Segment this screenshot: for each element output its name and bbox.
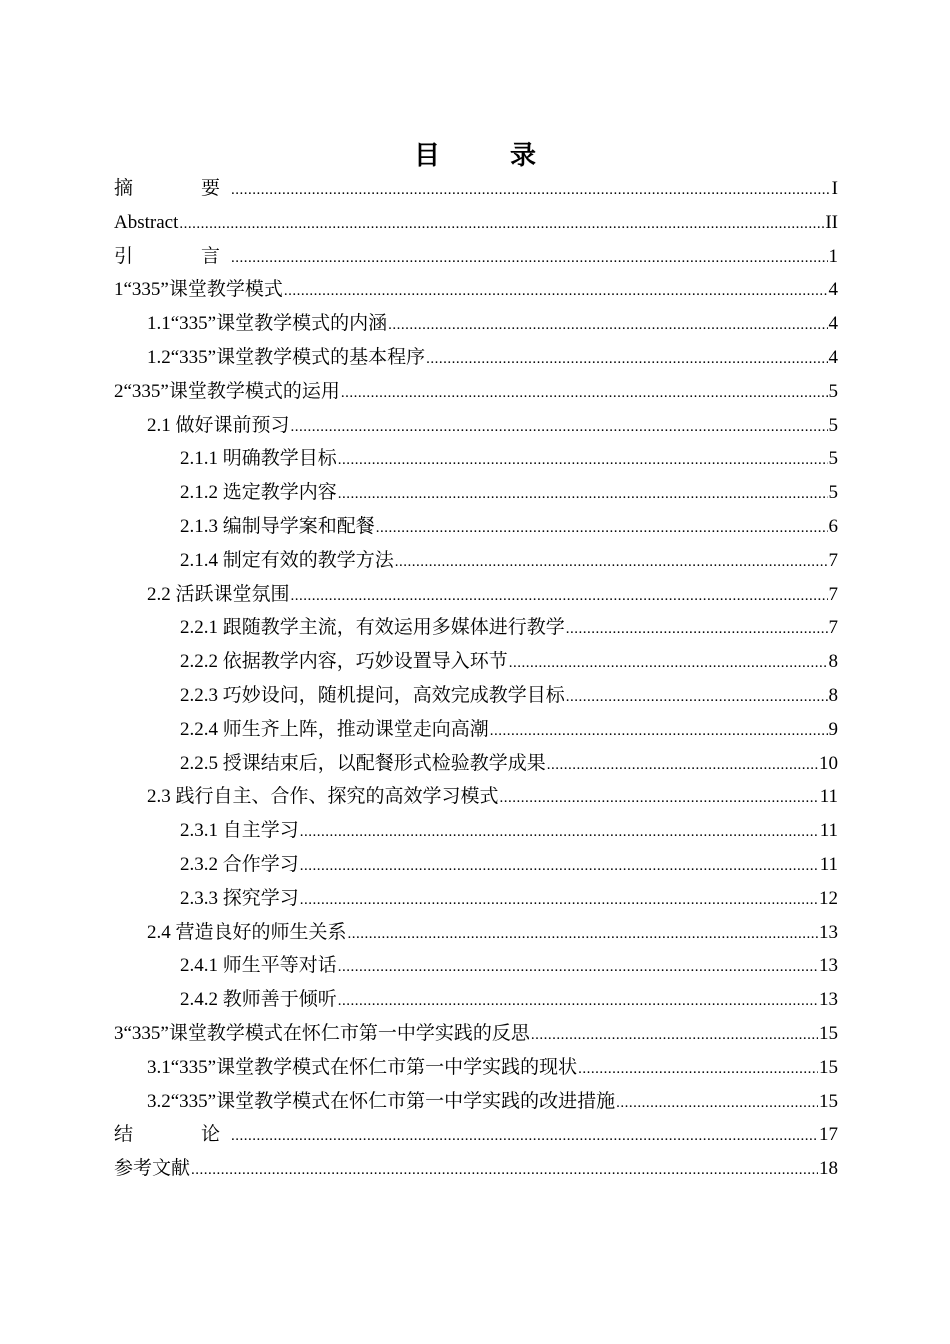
- toc-entry-page-number: 13: [819, 921, 838, 943]
- toc-entry-page-number: 11: [819, 853, 838, 875]
- toc-entry-page-number: 7: [828, 549, 838, 571]
- toc-entry-page-number: 11: [819, 786, 838, 808]
- toc-entry-label: 2.2 活跃课堂氛围: [147, 583, 290, 605]
- toc-dot-leader: [341, 377, 828, 411]
- toc-entry-page-number: 4: [828, 313, 838, 335]
- toc-entry-label: 2.3.1 自主学习: [180, 820, 299, 842]
- toc-entry-page-number: 9: [828, 718, 838, 740]
- toc-entry-label: 3.1“335”课堂教学模式在怀仁市第一中学实践的现状: [147, 1056, 578, 1078]
- toc-entry[interactable]: [114, 1152, 838, 1186]
- toc-entry-label: 2.4 营造良好的师生关系: [147, 921, 347, 943]
- toc-entry-label: 2.1 做好课前预习: [147, 414, 290, 436]
- toc-entry-label: 2.2.4 师生齐上阵，推动课堂走向高潮: [180, 718, 489, 740]
- toc-entry[interactable]: [114, 645, 838, 679]
- toc-entry-label: 2“335”课堂教学模式的运用: [114, 380, 340, 402]
- toc-entry-label: 摘 要: [114, 178, 231, 199]
- toc-dot-leader: [376, 512, 828, 546]
- toc-entry[interactable]: [114, 814, 838, 848]
- toc-entry-page-number: 6: [828, 515, 838, 537]
- toc-entry-label: 2.1.3 编制导学案和配餐: [180, 515, 375, 537]
- toc-dot-leader: [231, 242, 827, 276]
- toc-entry-label: 1“335”课堂教学模式: [114, 279, 283, 301]
- toc-entry-label: 参考文献: [114, 1158, 191, 1180]
- toc-entry-label: 3.2“335”课堂教学模式在怀仁市第一中学实践的改进措施: [147, 1090, 616, 1112]
- toc-entry[interactable]: [114, 916, 838, 950]
- toc-entry-page-number: 7: [828, 617, 838, 639]
- toc-entry[interactable]: [114, 409, 838, 443]
- toc-entry-page-number: 15: [819, 1056, 838, 1078]
- toc-dot-leader: [300, 884, 818, 918]
- toc-entry-page-number: 11: [819, 820, 838, 842]
- toc-entry[interactable]: [114, 679, 838, 713]
- toc-entry-label: 1.2“335”课堂教学模式的基本程序: [147, 346, 426, 368]
- toc-entry[interactable]: [114, 544, 838, 578]
- toc-entry[interactable]: [114, 442, 838, 476]
- toc-dot-leader: [566, 681, 828, 715]
- toc-entry-label: 2.1.2 选定教学内容: [180, 482, 337, 504]
- toc-entry-page-number: 5: [828, 380, 838, 402]
- toc-entry-page-number: 10: [819, 752, 838, 774]
- toc-entry[interactable]: [114, 611, 838, 645]
- toc-dot-leader: [231, 174, 831, 208]
- toc-entry[interactable]: [114, 1051, 838, 1085]
- toc-dot-leader: [490, 715, 828, 749]
- toc-dot-leader: [338, 444, 828, 478]
- toc-entry-label: 2.1.1 明确教学目标: [180, 448, 337, 470]
- table-of-contents: [114, 172, 838, 1186]
- toc-entry-page-number: 18: [819, 1158, 838, 1180]
- toc-entry-page-number: II: [825, 211, 838, 233]
- toc-entry[interactable]: [114, 341, 838, 375]
- toc-entry[interactable]: [114, 375, 838, 409]
- toc-dot-leader: [578, 1053, 818, 1087]
- toc-entry-page-number: 8: [828, 651, 838, 673]
- toc-entry-label: 2.3 践行自主、合作、探究的高效学习模式: [147, 786, 499, 808]
- toc-entry-label: 2.1.4 制定有效的教学方法: [180, 549, 394, 571]
- toc-entry[interactable]: [114, 206, 838, 240]
- toc-entry-page-number: 4: [828, 346, 838, 368]
- toc-entry-label: 3“335”课堂教学模式在怀仁市第一中学实践的反思: [114, 1022, 530, 1044]
- toc-dot-leader: [191, 1154, 818, 1188]
- toc-entry[interactable]: [114, 307, 838, 341]
- toc-entry[interactable]: [114, 949, 838, 983]
- toc-entry-label: 2.2.3 巧妙设问，随机提问，高效完成教学目标: [180, 684, 565, 706]
- toc-dot-leader: [348, 918, 818, 952]
- toc-entry-label: Abstract: [114, 211, 179, 233]
- toc-entry-page-number: 5: [828, 448, 838, 470]
- toc-entry[interactable]: [114, 1017, 838, 1051]
- toc-entry-page-number: 7: [828, 583, 838, 605]
- toc-entry-label: 2.2.1 跟随教学主流，有效运用多媒体进行教学: [180, 617, 565, 639]
- toc-entry[interactable]: [114, 848, 838, 882]
- toc-entry-page-number: I: [831, 178, 838, 199]
- toc-dot-leader: [566, 613, 828, 647]
- toc-dot-leader: [338, 951, 818, 985]
- toc-entry-page-number: 5: [828, 414, 838, 436]
- toc-entry[interactable]: [114, 273, 838, 307]
- toc-dot-leader: [291, 580, 828, 614]
- toc-entry[interactable]: [114, 713, 838, 747]
- toc-dot-leader: [179, 208, 824, 242]
- toc-dot-leader: [231, 1120, 818, 1154]
- toc-entry-page-number: 17: [819, 1124, 838, 1146]
- toc-dot-leader: [291, 411, 828, 445]
- toc-entry-page-number: 5: [828, 482, 838, 504]
- toc-entry[interactable]: [114, 476, 838, 510]
- toc-entry[interactable]: [114, 578, 838, 612]
- toc-dot-leader: [426, 343, 827, 377]
- toc-dot-leader: [616, 1087, 818, 1121]
- toc-entry-label: 2.3.2 合作学习: [180, 853, 299, 875]
- toc-entry[interactable]: [114, 882, 838, 916]
- toc-entry[interactable]: [114, 747, 838, 781]
- toc-dot-leader: [531, 1019, 818, 1053]
- toc-entry[interactable]: [114, 240, 838, 274]
- toc-entry-page-number: 8: [828, 684, 838, 706]
- toc-entry-page-number: 13: [819, 955, 838, 977]
- toc-entry-label: 2.2.2 依据教学内容，巧妙设置导入环节: [180, 651, 508, 673]
- toc-entry[interactable]: [114, 1085, 838, 1119]
- toc-entry-label: 2.4.1 师生平等对话: [180, 955, 337, 977]
- toc-dot-leader: [500, 782, 819, 816]
- toc-dot-leader: [300, 816, 819, 850]
- toc-entry-page-number: 15: [819, 1090, 838, 1112]
- page-title: 目 录: [413, 141, 558, 171]
- toc-entry-label: 2.4.2 教师善于倾听: [180, 989, 337, 1011]
- toc-dot-leader: [547, 749, 818, 783]
- toc-entry-page-number: 13: [819, 989, 838, 1011]
- toc-entry[interactable]: [114, 172, 838, 206]
- toc-dot-leader: [338, 478, 828, 512]
- toc-entry-label: 2.2.5 授课结束后，以配餐形式检验教学成果: [180, 752, 546, 774]
- toc-entry-page-number: 1: [828, 245, 838, 267]
- toc-entry-page-number: 15: [819, 1022, 838, 1044]
- toc-entry-label: 引 言: [114, 245, 231, 267]
- toc-entry-label: 1.1“335”课堂教学模式的内涵: [147, 313, 388, 335]
- toc-entry[interactable]: [114, 1118, 838, 1152]
- toc-entry-label: 结 论: [114, 1124, 231, 1146]
- toc-entry-page-number: 12: [819, 887, 838, 909]
- toc-entry-page-number: 4: [828, 279, 838, 301]
- toc-entry[interactable]: [114, 510, 838, 544]
- toc-dot-leader: [284, 275, 828, 309]
- toc-entry[interactable]: [114, 983, 838, 1017]
- toc-dot-leader: [338, 985, 818, 1019]
- toc-dot-leader: [388, 309, 827, 343]
- toc-dot-leader: [395, 546, 828, 580]
- toc-dot-leader: [509, 647, 828, 681]
- toc-entry[interactable]: [114, 780, 838, 814]
- toc-entry-label: 2.3.3 探究学习: [180, 887, 299, 909]
- toc-dot-leader: [300, 850, 819, 884]
